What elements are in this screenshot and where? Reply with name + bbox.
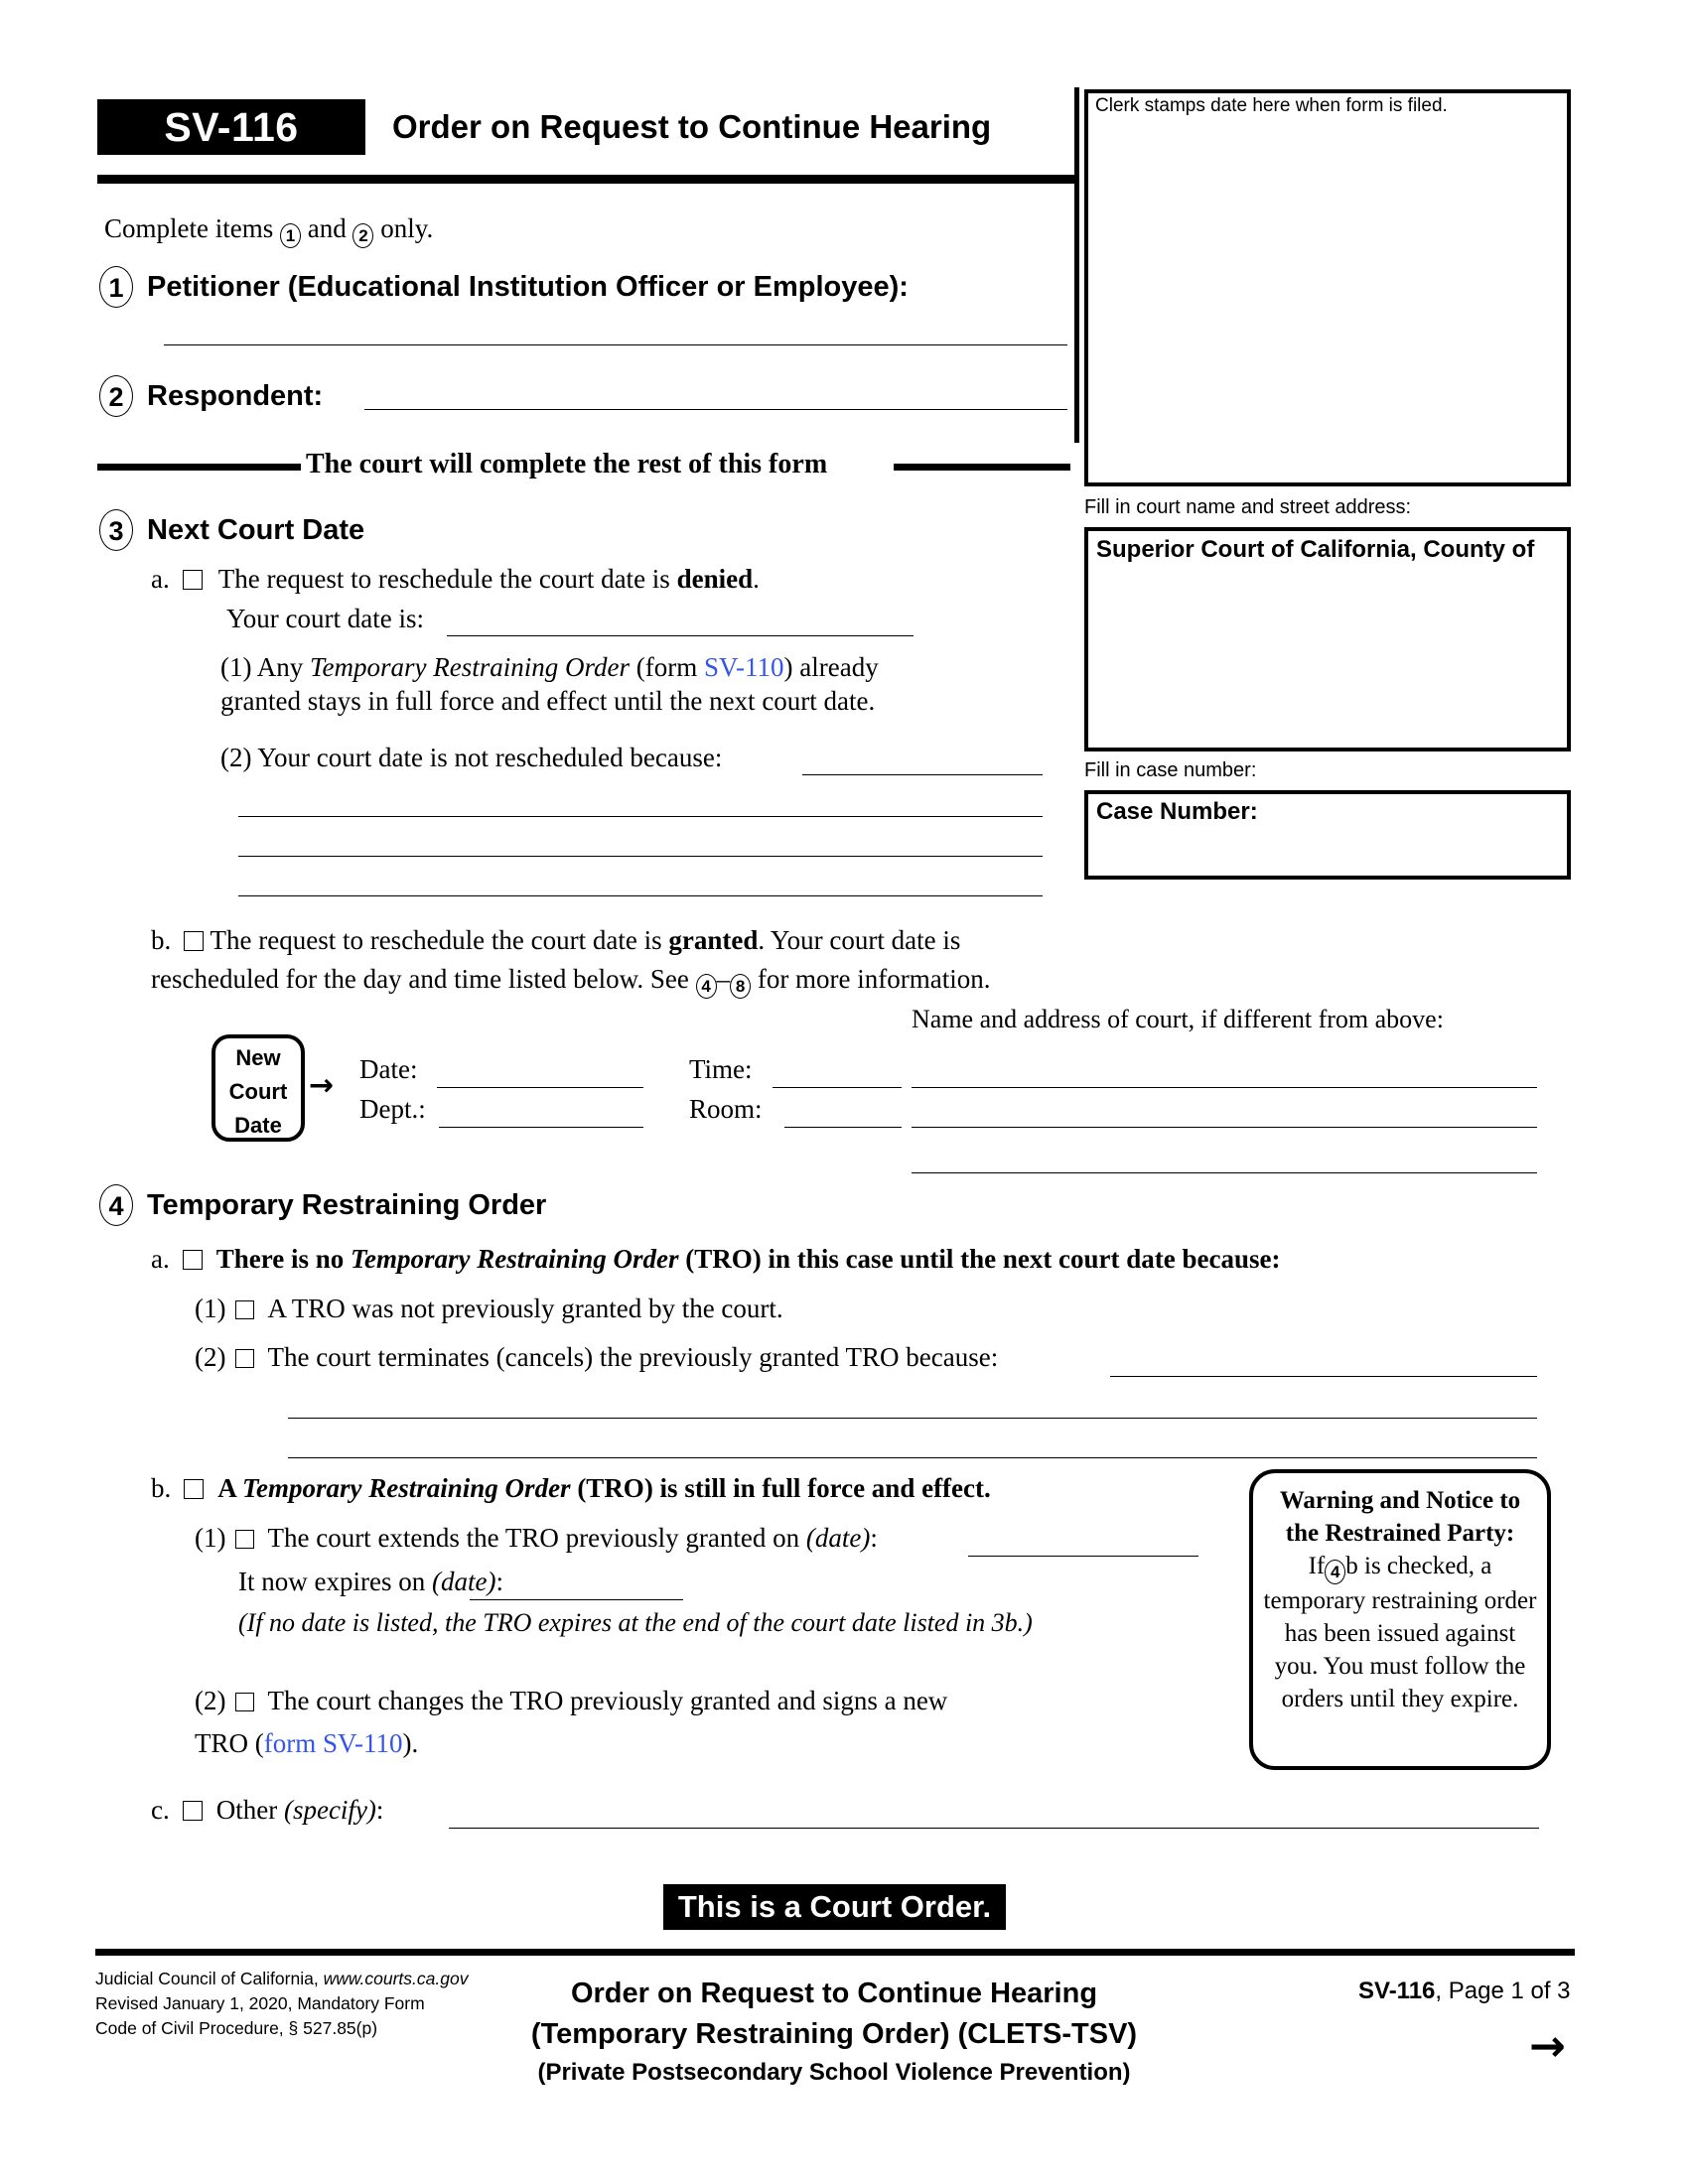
step-number-2: 2 [99, 375, 133, 417]
warning-title-line2: the Restrained Party: [1285, 1520, 1515, 1547]
item-3a2-text: (2) Your court date is not rescheduled because: [220, 743, 723, 772]
checkbox-4c-other[interactable] [183, 1801, 203, 1821]
item-4b1-row [195, 1523, 878, 1554]
item-2-heading [99, 375, 323, 417]
next-page-arrow-icon: → [1529, 2021, 1566, 2072]
checkbox-4b-tro-in-effect[interactable] [184, 1479, 204, 1499]
item-4b-text-before: A [217, 1473, 243, 1503]
new-court-date-badge-line2: Court [228, 1079, 288, 1104]
item-4b1-expires-row [238, 1567, 503, 1597]
court-name-value: Superior Court of California, County of [1096, 536, 1535, 563]
item-3a-letter: a. [151, 564, 170, 594]
item-1-heading [99, 266, 909, 308]
case-number-label: Fill in case number: [1084, 759, 1257, 781]
court-name-label: Fill in court name and street address: [1084, 496, 1412, 518]
item-3a-denied-word: denied [676, 564, 754, 594]
item-4b2-end: ). [402, 1728, 419, 1758]
item-3a-text-after: . [753, 564, 760, 594]
item-3a-court-date-label: Your court date is: [226, 604, 424, 633]
respondent-name-blank[interactable] [364, 409, 1067, 410]
footer-title-line1: Order on Request to Continue Hearing [570, 1978, 1098, 2009]
item-4a2-text: The court terminates (cancels) the previously granted TRO because: [267, 1342, 999, 1372]
item-4c-specify-hint: (specify) [283, 1795, 376, 1825]
new-court-date-room-blank[interactable] [784, 1127, 902, 1128]
new-court-address-blank-3[interactable] [912, 1172, 1537, 1173]
item-4a-text-before: There is no [215, 1244, 351, 1274]
step-number-1-inline: 1 [280, 223, 301, 248]
item-3b-letter: b. [151, 925, 172, 955]
item-4c-row [151, 1795, 383, 1826]
item-4b1-text: The court extends the TRO previously granted on [267, 1523, 806, 1553]
new-court-date-badge-line1: New [235, 1045, 281, 1070]
item-2-label: Respondent: [147, 379, 324, 412]
item-4b1-expires-date-blank[interactable] [470, 1599, 683, 1600]
footer-page-number [1358, 1978, 1571, 2005]
warning-notice-box [1249, 1469, 1551, 1770]
item-3a2-reason-blank-1[interactable] [802, 774, 1043, 775]
item-4a2-reason-blank-2[interactable] [288, 1418, 1537, 1419]
item-3a1-text [220, 650, 915, 718]
arrow-right-icon: → [309, 1068, 335, 1103]
item-4b2-text: The court changes the TRO previously granted and signs a new TRO ( [195, 1686, 948, 1758]
item-4a2-row [195, 1342, 998, 1373]
footer-form-code: SV-116 [1358, 1978, 1436, 2004]
item-3a1-prefix: (1) Any [220, 652, 310, 682]
footer-form-title [477, 1974, 1192, 2091]
item-4c-letter: c. [151, 1795, 170, 1825]
item-4c-text: Other [215, 1795, 284, 1825]
warning-body-prefix: If [1308, 1553, 1326, 1579]
item-4b-row [151, 1473, 991, 1504]
case-number-value: Case Number: [1096, 798, 1258, 825]
item-4b1-colon: : [870, 1523, 878, 1553]
item-4c-other-blank[interactable] [449, 1828, 1539, 1829]
form-link-sv110-4b2[interactable]: SV-110 [322, 1728, 403, 1758]
item-3a-court-date-blank[interactable] [447, 635, 914, 636]
header-divider-rule [97, 175, 1075, 184]
warning-title-line1: Warning and Notice to [1279, 1487, 1521, 1514]
new-court-date-time-blank[interactable] [773, 1087, 902, 1088]
footer-left-line3: Code of Civil Procedure, § 527.85(p) [95, 2018, 378, 2038]
item-4b2-row [195, 1680, 949, 1765]
item-4-label: Temporary Restraining Order [147, 1188, 547, 1221]
item-3b-see-dash: – [716, 964, 731, 994]
item-4a-italic-tro: Temporary Restraining Order [351, 1244, 679, 1274]
warning-body-text: b is checked, a temporary restraining order has been issued against you. You must follow the orders until they expire. [1263, 1553, 1537, 1712]
divider-bar-left [97, 464, 301, 471]
item-3a-text-before: The request to reschedule the court date is [217, 564, 677, 594]
item-4a2-number: (2) [195, 1342, 226, 1372]
item-4b1-note: (If no date is listed, the TRO expires at the end of the court date listed in 3b.) [238, 1608, 1033, 1637]
item-4b1-expires-text: It now expires on [238, 1567, 432, 1596]
footer-divider-rule [95, 1949, 1575, 1956]
checkbox-3b-granted[interactable] [184, 931, 204, 951]
footer-page-text: , Page 1 of 3 [1435, 1978, 1571, 2004]
form-code-badge: SV-116 [97, 99, 365, 155]
checkbox-4a2-terminates[interactable] [235, 1349, 254, 1368]
item-3-heading [99, 509, 364, 551]
footer-council-text: Judicial Council of California, [95, 1969, 324, 1988]
complete-items-prefix: Complete items [104, 213, 274, 243]
form-link-label-4b2[interactable]: form [263, 1728, 317, 1758]
complete-items-suffix: only. [380, 213, 434, 243]
item-3a2-reason-blank-3[interactable] [238, 856, 1043, 857]
column-divider-rule [1074, 87, 1079, 443]
item-4b2-number: (2) [195, 1686, 226, 1715]
item-4a-row [151, 1244, 1281, 1275]
court-completes-notice: The court will complete the rest of this form [306, 449, 828, 479]
item-4a1-number: (1) [195, 1294, 226, 1323]
item-3b-granted-word: granted [668, 925, 759, 955]
item-4-heading [99, 1184, 546, 1226]
item-4a1-row [195, 1294, 783, 1324]
new-court-date-dept-blank[interactable] [439, 1127, 643, 1128]
step-ref-4-icon: 4 [696, 974, 717, 999]
new-court-date-room-label: Room: [689, 1094, 763, 1124]
step-number-4: 4 [99, 1184, 133, 1226]
item-3b-text-end: for more information. [751, 964, 991, 994]
checkbox-4b1-extends[interactable] [235, 1530, 254, 1549]
item-3b-row [151, 921, 1084, 999]
item-4b1-date-hint: (date) [805, 1523, 871, 1553]
item-4a-letter: a. [151, 1244, 170, 1274]
item-4b1-expires-date-hint: (date) [431, 1567, 496, 1596]
new-court-date-dept-label: Dept.: [359, 1094, 426, 1124]
item-1-label: Petitioner (Educational Institution Officer or Employee): [147, 270, 909, 303]
petitioner-name-blank[interactable] [164, 344, 1067, 345]
clerk-stamp-label: Clerk stamps date here when form is filed. [1095, 95, 1448, 116]
item-4a2-reason-blank-3[interactable] [288, 1457, 1537, 1458]
footer-left-line2: Revised January 1, 2020, Mandatory Form [95, 1993, 425, 2013]
item-3a1-suffix: ) already granted stays in full force and effect until the next court date. [220, 652, 879, 716]
step-number-1: 1 [99, 266, 133, 308]
item-4b1-expires-colon: : [495, 1567, 503, 1596]
item-4b-text-after: (TRO) is still in full force and effect. [570, 1473, 991, 1503]
item-3b-text-before: The request to reschedule the court date is [210, 925, 669, 955]
item-4b-italic-tro: Temporary Restraining Order [242, 1473, 571, 1503]
new-court-date-date-label: Date: [359, 1054, 418, 1084]
new-court-date-date-blank[interactable] [437, 1087, 643, 1088]
checkbox-3a-denied[interactable] [183, 570, 203, 590]
new-court-date-time-label: Time: [689, 1054, 753, 1084]
step-ref-8-icon: 8 [730, 974, 751, 999]
footer-legal-citation [95, 1967, 468, 2041]
new-court-date-badge [211, 1034, 305, 1142]
new-court-address-blank-2[interactable] [912, 1127, 1537, 1128]
item-4a1-text: A TRO was not previously granted by the court. [267, 1294, 783, 1323]
item-4b-letter: b. [151, 1473, 172, 1503]
item-4b1-granted-date-blank[interactable] [968, 1556, 1198, 1557]
checkbox-4b2-new-tro[interactable] [235, 1693, 254, 1711]
complete-items-mid: and [307, 213, 347, 243]
item-3a1-italic-tro: Temporary Restraining Order [310, 652, 631, 682]
court-order-banner: This is a Court Order. [663, 1884, 1006, 1930]
item-3-label: Next Court Date [147, 513, 365, 546]
item-3a2-reason-blank-4[interactable] [238, 895, 1043, 896]
footer-title-line3: (Private Postsecondary School Violence Prevention) [537, 2059, 1131, 2086]
checkbox-4a-no-tro[interactable] [183, 1250, 203, 1270]
footer-left-line1 [95, 1967, 468, 1991]
step-number-2-inline: 2 [352, 223, 373, 248]
step-ref-4-warning-icon: 4 [1325, 1560, 1345, 1584]
item-3a1-mid: (form [630, 652, 704, 682]
divider-bar-right [894, 464, 1070, 471]
footer-title-line2: (Temporary Restraining Order) (CLETS-TSV) [530, 2018, 1138, 2050]
clerk-stamp-box[interactable] [1084, 89, 1571, 486]
item-4a-text-after: (TRO) in this case until the next court date because: [678, 1244, 1281, 1274]
item-3b-text-after: . Your court date is rescheduled for the day and time listed below. See [151, 925, 961, 994]
form-link-sv110-3a1[interactable]: SV-110 [704, 652, 784, 682]
warning-body [1263, 1550, 1537, 1715]
item-4b1-number: (1) [195, 1523, 226, 1553]
item-4a2-reason-blank-1[interactable] [1110, 1376, 1537, 1377]
checkbox-4a1-not-granted[interactable] [235, 1300, 254, 1319]
new-court-date-badge-line3: Date [234, 1113, 282, 1138]
complete-items-note [104, 213, 433, 248]
footer-website-url: www.courts.ca.gov [323, 1969, 469, 1988]
item-3a-row [151, 564, 760, 595]
item-3a2-reason-blank-2[interactable] [238, 816, 1043, 817]
item-3b-court-address-note: Name and address of court, if different from above: [912, 1005, 1444, 1033]
new-court-address-blank-1[interactable] [912, 1087, 1537, 1088]
item-4c-colon: : [375, 1795, 384, 1825]
step-number-3: 3 [99, 509, 133, 551]
form-title: Order on Request to Continue Hearing [392, 108, 992, 145]
